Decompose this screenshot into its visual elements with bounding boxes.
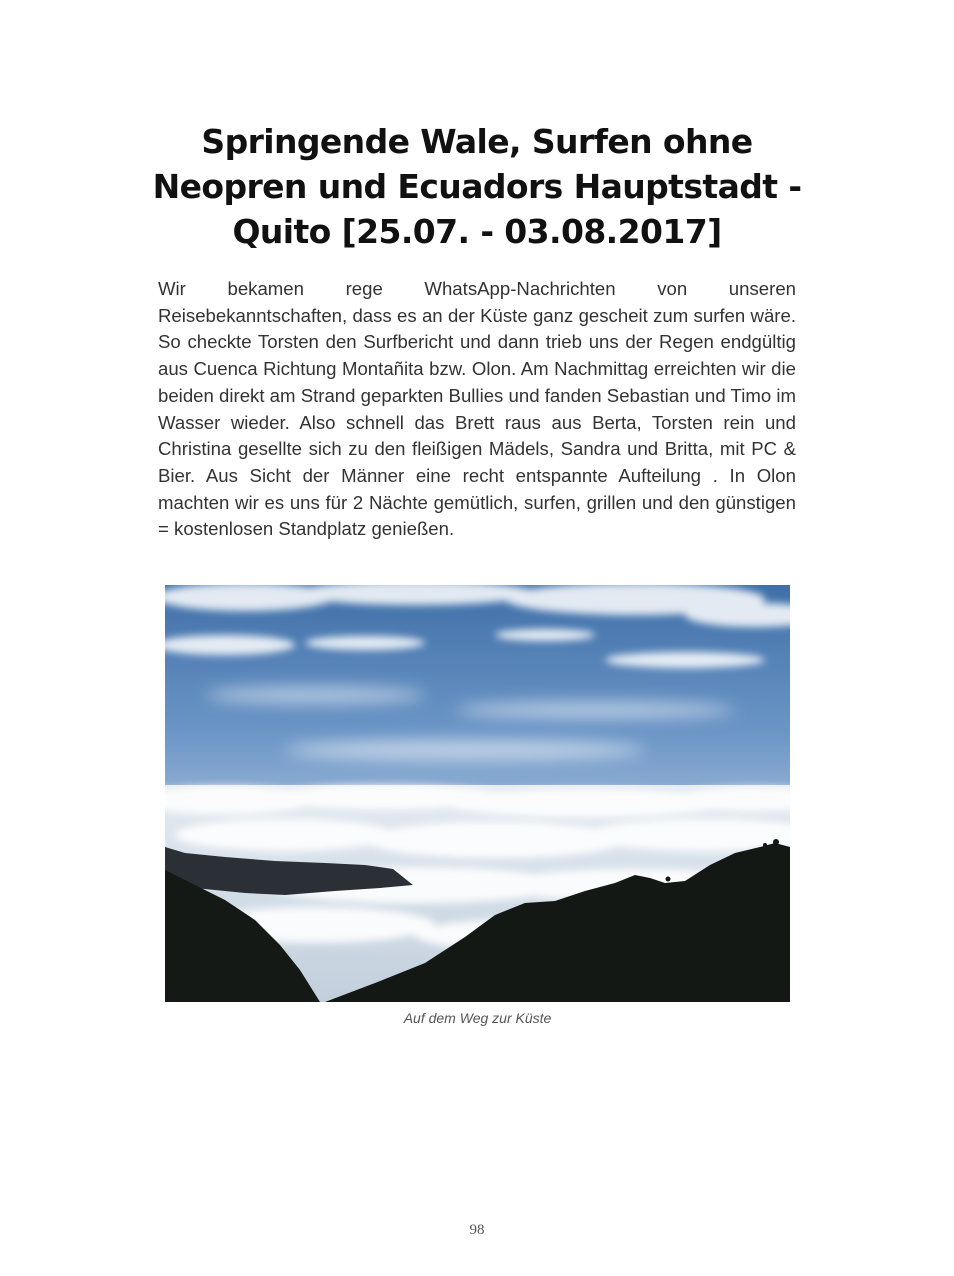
landscape-photo — [165, 585, 790, 1002]
figure-caption: Auf dem Weg zur Küste — [403, 1010, 552, 1026]
page-number: 98 — [469, 1222, 485, 1238]
body-paragraph: Wir bekamen rege WhatsApp-Nachrichten von unseren Reisebekanntschaften, dass es an der Küste ganz gescheit zum surfen wäre. So checkte Torsten den Surfbericht und dann trieb uns der Regen endgültig aus Cuenca Richtung Montañita bzw. Olon. Am Nachmittag erreichten wir die beiden direkt am Strand geparkten Bullies und fanden Sebastian und Timo im Wasser wieder. Also schnell das Brett raus aus Berta, Torsten rein und Christina gesellte sich zu den fleißigen Mädels, Sandra und Britta, mit PC & Bier. Aus Sicht der Männer eine recht entspannte Aufteilung . In Olon machten wir es uns für 2 Nächte gemütlich, surfen, grillen und den günstigen = kostenlosen Standplatz genießen. — [158, 278, 796, 540]
cloud-sea-photo-illustration — [165, 585, 790, 1002]
page-title: Springende Wale, Surfen ohne Neopren und Ecuadors Hauptstadt - Quito [25.07. - 03.08.2017] — [152, 122, 802, 251]
